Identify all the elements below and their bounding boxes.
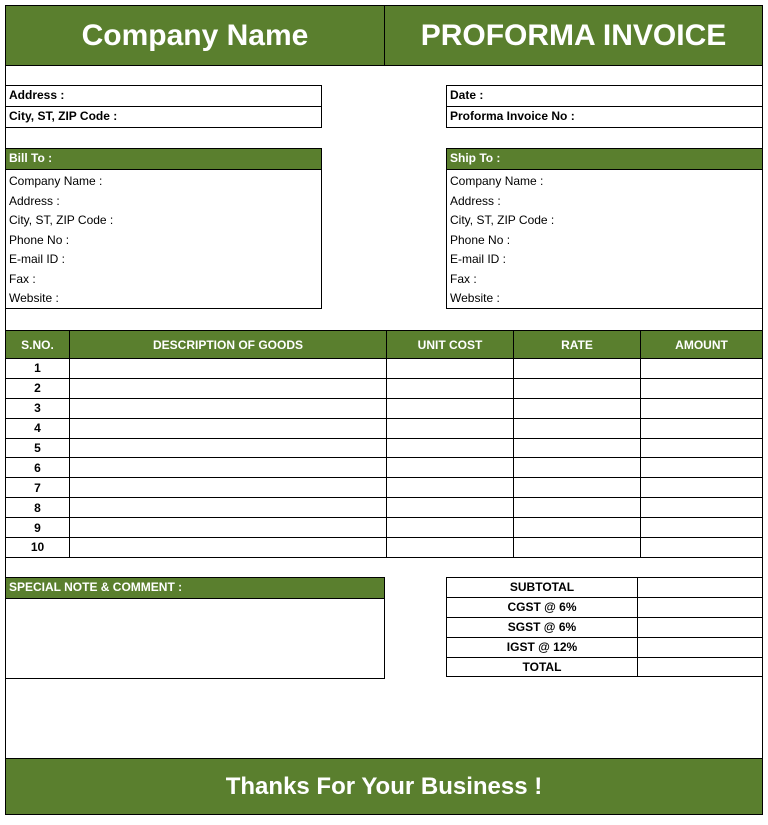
description-cell[interactable] [70,538,387,558]
bill-to-title: Bill To : [6,149,321,170]
amount-cell[interactable] [641,398,763,418]
unit-cost-cell[interactable] [387,418,514,438]
cgst-value[interactable] [638,597,763,617]
company-name: Company Name [81,18,309,52]
col-rate: RATE [514,331,641,359]
totals-table [446,577,763,677]
rate-cell[interactable] [514,458,641,478]
rate-cell[interactable] [514,518,641,538]
description-cell[interactable] [70,478,387,498]
table-row [6,498,763,518]
ship-to-address-field[interactable]: Address : [450,193,501,208]
table-row [6,518,763,538]
rate-cell[interactable] [514,538,641,558]
table-row [6,538,763,558]
unit-cost-cell[interactable] [387,398,514,418]
special-note-box [5,577,385,679]
row-number: 1 [6,359,70,379]
sgst-label: SGST @ 6% [447,617,638,637]
cgst-label: CGST @ 6% [447,597,638,617]
igst-label: IGST @ 12% [447,637,638,657]
unit-cost-cell[interactable] [387,378,514,398]
amount-cell[interactable] [641,359,763,379]
amount-cell[interactable] [641,378,763,398]
bill-to-website-field[interactable]: Website : [9,291,59,305]
amount-cell[interactable] [641,438,763,458]
unit-cost-cell[interactable] [387,538,514,558]
description-cell[interactable] [70,438,387,458]
totals-row [447,597,763,617]
table-row [6,418,763,438]
amount-cell[interactable] [641,498,763,518]
ship-to-phone-field[interactable]: Phone No : [450,232,511,247]
bill-to-city-field[interactable]: City, ST, ZIP Code : [9,213,114,227]
bill-to-fax-field[interactable]: Fax : [9,271,36,286]
unit-cost-cell[interactable] [387,458,514,478]
totals-row [447,657,763,677]
table-row [6,378,763,398]
col-description: DESCRIPTION OF GOODS [70,331,387,359]
rate-cell[interactable] [514,498,641,518]
company-address-field[interactable]: Address : [6,86,321,107]
rate-cell[interactable] [514,418,641,438]
description-cell[interactable] [70,458,387,478]
invoice-number-field[interactable]: Proforma Invoice No : [450,109,575,123]
rate-cell[interactable] [514,359,641,379]
row-number: 2 [6,378,70,398]
amount-cell[interactable] [641,538,763,558]
ship-to-fax-field[interactable]: Fax : [450,271,477,286]
col-sno: S.NO. [6,331,70,359]
bill-to-phone-field[interactable]: Phone No : [9,232,70,247]
igst-value[interactable] [638,637,763,657]
rate-cell[interactable] [514,378,641,398]
total-label: TOTAL [447,657,638,677]
totals-row [447,578,763,598]
description-cell[interactable] [70,498,387,518]
bill-to-email-field[interactable]: E-mail ID : [9,252,66,266]
description-cell[interactable] [70,518,387,538]
row-number: 5 [6,438,70,458]
bill-to-box [5,148,322,309]
bill-to-company-field[interactable]: Company Name : [9,174,103,188]
row-number: 6 [6,458,70,478]
subtotal-label: SUBTOTAL [447,578,638,598]
company-address-box [5,85,322,128]
description-cell[interactable] [70,378,387,398]
company-name-header [5,5,385,66]
rate-cell[interactable] [514,438,641,458]
totals-row [447,637,763,657]
unit-cost-cell[interactable] [387,359,514,379]
total-value[interactable] [638,657,763,677]
row-number: 10 [6,538,70,558]
col-unit-cost: UNIT COST [387,331,514,359]
unit-cost-cell[interactable] [387,478,514,498]
unit-cost-cell[interactable] [387,518,514,538]
table-row [6,478,763,498]
ship-to-company-field[interactable]: Company Name : [450,174,544,188]
special-note-title: SPECIAL NOTE & COMMENT : [6,578,384,599]
ship-to-email-field[interactable]: E-mail ID : [450,252,507,266]
items-table [5,330,763,558]
row-number: 8 [6,498,70,518]
unit-cost-cell[interactable] [387,438,514,458]
subtotal-value[interactable] [638,578,763,598]
footer-message: Thanks For Your Business ! [225,772,543,800]
document-title: PROFORMA INVOICE [420,18,727,52]
description-cell[interactable] [70,398,387,418]
col-amount: AMOUNT [641,331,763,359]
totals-row [447,617,763,637]
invoice-info-box [446,85,763,128]
bill-to-address-field[interactable]: Address : [9,193,60,208]
amount-cell[interactable] [641,518,763,538]
rate-cell[interactable] [514,398,641,418]
amount-cell[interactable] [641,478,763,498]
table-row [6,398,763,418]
items-header-row [6,331,763,359]
special-note-input[interactable] [6,599,384,679]
sgst-value[interactable] [638,617,763,637]
ship-to-website-field[interactable]: Website : [450,291,500,305]
row-number: 3 [6,398,70,418]
amount-cell[interactable] [641,458,763,478]
unit-cost-cell[interactable] [387,498,514,518]
ship-to-city-field[interactable]: City, ST, ZIP Code : [450,213,555,227]
amount-cell[interactable] [641,418,763,438]
table-row [6,359,763,379]
description-cell[interactable] [70,418,387,438]
ship-to-box [446,148,763,309]
description-cell[interactable] [70,359,387,379]
footer-banner [5,758,763,815]
table-row [6,438,763,458]
table-row [6,458,763,478]
row-number: 4 [6,418,70,438]
document-title-header [384,5,763,66]
row-number: 7 [6,478,70,498]
rate-cell[interactable] [514,478,641,498]
invoice-date-field[interactable]: Date : [447,86,762,107]
row-number: 9 [6,518,70,538]
company-city-field[interactable]: City, ST, ZIP Code : [9,109,118,123]
ship-to-title: Ship To : [447,149,762,170]
